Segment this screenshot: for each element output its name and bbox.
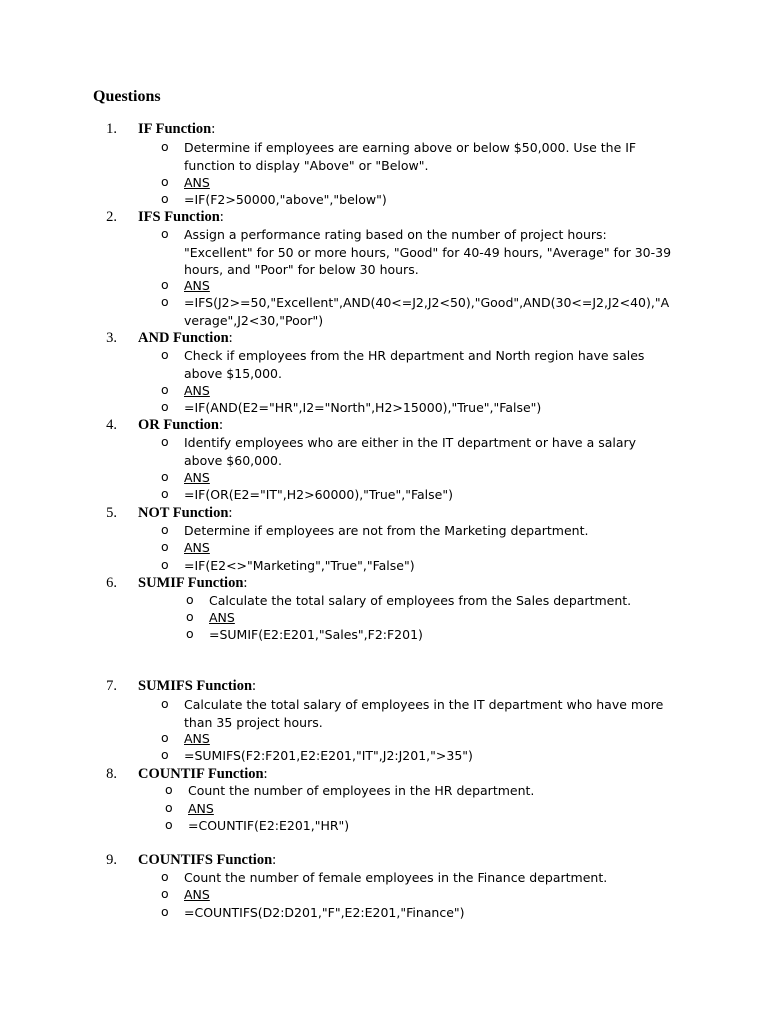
question-name: AND Function: <box>138 330 233 346</box>
ans-label: ANS <box>209 610 235 625</box>
bullet-mark: o <box>161 226 169 241</box>
question-name: COUNTIF Function: <box>138 766 268 782</box>
bullet-mark: o <box>161 886 169 901</box>
bullet-mark: o <box>161 382 169 397</box>
question-number: 5. <box>106 505 117 521</box>
bullet-mark: o <box>161 747 169 762</box>
bullet-mark: o <box>186 609 194 624</box>
bullet-mark: o <box>161 434 169 449</box>
question-number: 9. <box>106 852 117 868</box>
question-number: 8. <box>106 766 117 782</box>
ans-label: ANS <box>184 540 210 555</box>
bullet-mark: o <box>186 626 194 641</box>
question-name: NOT Function: <box>138 505 233 521</box>
question-name: IFS Function: <box>138 209 224 225</box>
task-text: Assign a performance rating based on the number of project hours: "Excellent" for 50 or more hours, "Good" for 40-49 hours, "Average" for 30-39 hours, and "Poor" for below 30 hours. <box>184 227 672 277</box>
task-text: Identify employees who are either in the IT department or have a salary above $60,000. <box>184 435 637 468</box>
question-number: 1. <box>106 121 117 137</box>
answer-formula: =IF(E2<>"Marketing","True","False") <box>184 558 415 573</box>
answer-formula: =COUNTIFS(D2:D201,"F",E2:E201,"Finance") <box>184 905 465 920</box>
ans-label: ANS <box>184 731 210 746</box>
task-text: Calculate the total salary of employees in the IT department who have more than 35 project hours. <box>184 697 664 730</box>
answer-formula: =SUMIF(E2:E201,"Sales",F2:F201) <box>209 627 423 642</box>
page-title: Questions <box>93 88 161 105</box>
answer-formula: =IF(F2>50000,"above","below") <box>184 192 387 207</box>
bullet-mark: o <box>165 817 173 832</box>
ans-label: ANS <box>188 801 214 816</box>
question-name: COUNTIFS Function: <box>138 852 277 868</box>
bullet-mark: o <box>161 904 169 919</box>
bullet-mark: o <box>161 522 169 537</box>
question-number: 6. <box>106 575 117 591</box>
ans-label: ANS <box>184 175 210 190</box>
task-text: Determine if employees are earning above or below $50,000. Use the IF function to display "Above" or "Below". <box>184 140 637 173</box>
bullet-mark: o <box>161 486 169 501</box>
question-name: OR Function: <box>138 417 223 433</box>
answer-formula: =IF(AND(E2="HR",I2="North",H2>15000),"True","False") <box>184 400 542 415</box>
bullet-mark: o <box>161 347 169 362</box>
question-name: IF Function: <box>138 121 216 137</box>
answer-formula: =SUMIFS(F2:F201,E2:E201,"IT",J2:J201,">35") <box>184 748 473 763</box>
ans-label: ANS <box>184 470 210 485</box>
question-name: SUMIF Function: <box>138 575 248 591</box>
task-text: Count the number of female employees in the Finance department. <box>184 870 608 885</box>
bullet-mark: o <box>161 139 169 154</box>
bullet-mark: o <box>186 592 194 607</box>
bullet-mark: o <box>165 800 173 815</box>
answer-formula: =COUNTIF(E2:E201,"HR") <box>188 818 350 833</box>
task-text: Count the number of employees in the HR department. <box>188 783 535 798</box>
ans-label: ANS <box>184 887 210 902</box>
bullet-mark: o <box>161 557 169 572</box>
bullet-mark: o <box>161 539 169 554</box>
bullet-mark: o <box>161 469 169 484</box>
question-number: 7. <box>106 678 117 694</box>
bullet-mark: o <box>161 191 169 206</box>
ans-label: ANS <box>184 383 210 398</box>
task-text: Determine if employees are not from the Marketing department. <box>184 523 589 538</box>
bullet-mark: o <box>165 782 173 797</box>
task-text: Calculate the total salary of employees from the Sales department. <box>209 593 632 608</box>
bullet-mark: o <box>161 174 169 189</box>
question-number: 2. <box>106 209 117 225</box>
bullet-mark: o <box>161 696 169 711</box>
question-number: 3. <box>106 330 117 346</box>
bullet-mark: o <box>161 869 169 884</box>
question-name: SUMIFS Function: <box>138 678 257 694</box>
answer-formula: =IF(OR(E2="IT",H2>60000),"True","False") <box>184 487 453 502</box>
ans-label: ANS <box>184 278 210 293</box>
question-number: 4. <box>106 417 117 433</box>
answer-formula: =IFS(J2>=50,"Excellent",AND(40<=J2,J2<50),"Good",AND(30<=J2,J2<40),"Average",J2<30,"Poor") <box>184 295 670 328</box>
task-text: Check if employees from the HR department and North region have sales above $15,000. <box>184 348 645 381</box>
bullet-mark: o <box>161 399 169 414</box>
bullet-mark: o <box>161 277 169 292</box>
bullet-mark: o <box>161 730 169 745</box>
bullet-mark: o <box>161 294 169 309</box>
